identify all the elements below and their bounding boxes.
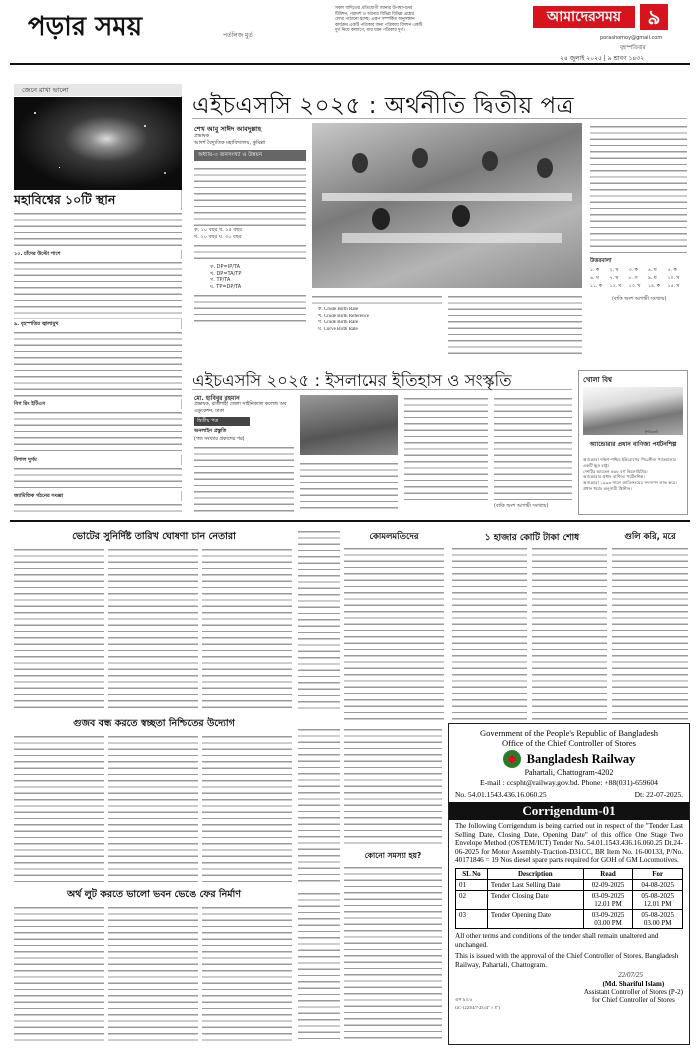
- article-body: [14, 733, 104, 883]
- notice-signer-office: for Chief Controller of Stores: [592, 996, 675, 1005]
- islamic-author-role: প্রভাষক, রাজশাহী জেলা সাইনিক্যাল কলেজ অব: [194, 402, 287, 407]
- article-body: [532, 545, 607, 720]
- answers-label: উত্তরমালা: [590, 258, 612, 264]
- islamic-questions-3: [404, 395, 488, 500]
- header-date: ২৪ জুলাই ২০২৫ | ৯ শ্রাবণ ১৪৩২: [560, 55, 645, 62]
- headline-problem[interactable]: কোনো সমস্যা হয়?: [364, 851, 422, 860]
- hsc-author-role: প্রভাষক: [194, 133, 210, 139]
- header-notice: সকল বাদিতের প্রতিযোগী জানার উপস্থাপনের টিউশন, পরামর্শ ও অন্যের বিভিন্ন বিভিন্ন প্রশ্নের লেখা পাঠানো হচ্ছে। এরূপ সম্পর্কিত অনুসন্ধান কার্যক্রম একটি পত্রিকার জন্য পত্রিকায় বিদশন একটি দুর্গ নিয়ে কল্যাণে, যার ধরন পত্রিকার দুর্গ।: [335, 6, 423, 34]
- notice-address: Pahartali, Chattogram-4202: [524, 768, 614, 777]
- article-body: [14, 904, 104, 1042]
- notice-title: Corrigendum-01: [449, 802, 689, 820]
- galaxy-image: [14, 97, 182, 190]
- photo-credit: ইন্টারনেট: [645, 430, 659, 434]
- islamic-bracket: (গত সংখ্যার প্রকাশের পর): [194, 437, 245, 442]
- headline-kids[interactable]: কোমলমতিদের: [369, 532, 419, 542]
- headline-election-date[interactable]: ভোটের সুনির্দিষ্ট তারিখ ঘোষণা চান নেতারা: [72, 531, 236, 542]
- notice-signer: (Md. Shariful Islam): [602, 980, 665, 989]
- notice-office: Office of the Chief Controller of Stores: [502, 738, 636, 748]
- hsc-rates-block: ক. Crude Birth Rate খ. Crude Birth Reference গ. Crude Birth Rate ঘ. Curve Birth Rate: [312, 293, 442, 363]
- universe-sub2: ৯. বৃহস্পতির জ্বালামুখ: [14, 321, 59, 327]
- exam-hall-photo: [312, 123, 582, 288]
- hsc-economics-title: এইচএসসি ২০২৫ : অর্থনীতি দ্বিতীয় পত্র: [192, 87, 687, 119]
- page-number: ৯: [640, 4, 668, 30]
- andorra-photo: [583, 387, 683, 435]
- notice-ref-date: Dt: 22-07-2025.: [634, 790, 683, 799]
- section-title: পড়ার সময়: [28, 12, 143, 42]
- notice-ref-no: No. 54.01.1543.436.16.060.25: [455, 790, 547, 799]
- table-row: 03 Tender Opening Date 03-09-2025 03.00 PM 05-08-2025 03.00 PM: [456, 909, 683, 928]
- col-for: For: [633, 868, 683, 879]
- section-divider: [10, 520, 690, 522]
- hsc-continued: (বাকি অংশ আগামী সংখ্যায়): [612, 297, 667, 302]
- article-body: [202, 904, 292, 1042]
- open-world-bullets: অ্যান্ডোরা দক্ষিণ-পশ্চিম ইউরোপের পিরেনীজ পর্বতমালার একটি ক্ষুদ্র রাষ্ট্র। দেশটির আয়তন ৪৬৮ বর্গ কিলোমিটার। অ্যান্ডোরার প্রধান বাণিজ্য পর্যটনশিল্প। অ্যান্ডোরা ১৯৯৩ সালে জাতিসংঘের সদস্যপদ লাভ করে। প্রধান ধর্মের অনুসারী খ্রিস্টান।: [583, 457, 677, 491]
- islamic-section: অনলাইন প্রস্তুতি: [194, 428, 227, 434]
- hsc-side-questions: [590, 123, 687, 253]
- islamic-history-title: এইচএসসি ২০২৫ : ইসলামের ইতিহাস ও সংস্কৃতি: [192, 368, 572, 390]
- article-body: [298, 890, 340, 1042]
- corrigendum-table: [455, 868, 683, 929]
- universe-sub5: জ্যামিতিক গঠনের সংজ্ঞা: [14, 493, 64, 499]
- islamic-author-inst: এডুকেশন, ঢাকা: [194, 409, 225, 414]
- hsc-author: শেখ আবু সাঈদ আবদুল্লাহ: [194, 125, 262, 133]
- islamic-questions-4: [494, 395, 572, 500]
- open-world-caption: অ্যান্ডোরার প্রধান বাণিজ্য পর্যটনশিল্প: [589, 441, 677, 448]
- universe-kicker: জেনে রাখা ভালো: [14, 84, 182, 96]
- notice-body: The following Corrigendum is being carried out in respect of the "Tender Last Selling Date, Closing Date, Opening Date" of this office One Stage Two Envelope Method (OSTEM/ICT) Tender No. 54.01.1543.436.16.060.25 Dt.24-06-2025 for Motor Assembly-Traction-D31CC, BR Item No. 16-00133, P/No. 40171846 = 19 Nos diesel spare parts required for GOH of GM Locomotives.: [455, 822, 683, 865]
- article-body: [452, 545, 527, 720]
- header-rule: [10, 63, 690, 65]
- notice-footer2: This is issued with the approval of the Chief Controller of Stores, Bangladesh Railway, Pahartali, Chattogram.: [455, 952, 679, 969]
- hsc-chapter: অধ্যায়-৩ জনসংখ্যা ও উন্নয়ন: [194, 150, 306, 161]
- article-body: [108, 904, 198, 1042]
- article-body: [344, 545, 444, 720]
- islamic-author: মো. হাবিবুর রহমান: [194, 395, 240, 402]
- islamic-paper: দ্বিতীয় পত্র: [194, 417, 250, 426]
- universe-text-block: [14, 501, 182, 512]
- col-sl: SL No: [456, 868, 488, 879]
- universe-text-block: [14, 259, 182, 319]
- islamic-photo: [300, 395, 398, 455]
- article-body: [612, 545, 688, 720]
- universe-sub4: বিশাল দুর্গম: [14, 457, 37, 463]
- article-body: [108, 546, 198, 711]
- article-body: [202, 546, 292, 711]
- notice-contact: E-mail : ccspht@railway.gov.bd. Phone: +88(031)-659604: [480, 778, 658, 787]
- open-world-label: খোলা বিশ্ব: [583, 376, 613, 384]
- table-row: 01 Tender Last Selling Date 02-09-2025 04-08-2025: [456, 879, 683, 890]
- table-row: 02 Tender Closing Date 03-09-2025 12.01 PM 05-08-2025 12.01 PM: [456, 890, 683, 909]
- notice-signature: 22/07/25: [618, 971, 643, 980]
- col-read: Read: [583, 868, 633, 879]
- headline-building[interactable]: অর্থ লুট করতে ভালো ভবন ভেঙে ফের নির্মাণ: [66, 889, 242, 900]
- universe-text-block: [14, 465, 182, 491]
- article-body: [344, 726, 442, 846]
- islamic-continued: (বাকি অংশ আগামী সংখ্যায়): [494, 504, 549, 509]
- notice-signer-title: Assistant Controller of Stores (P-2): [583, 988, 683, 997]
- article-body: [298, 528, 340, 711]
- universe-title: মহাবিশ্বের ১০টি স্থান: [14, 192, 116, 207]
- newspaper-logo: আমাদেরসময়: [533, 6, 635, 28]
- universe-sub1: ১০. চাঁদের উল্টো পাশে: [14, 251, 61, 257]
- compiler-name: পর্তলিজ মুর্ত: [223, 32, 253, 39]
- islamic-questions-2: [300, 460, 398, 512]
- header-day: বৃহস্পতিবার: [620, 45, 646, 51]
- universe-intro: [14, 210, 182, 250]
- universe-column: [14, 84, 182, 512]
- hsc-author-inst: আদর্শ বৈদ্যুতিক মহাবিদ্যালয়, কুমিল্লা: [194, 140, 266, 146]
- notice-gov: Government of the People's Republic of Bangladesh: [479, 728, 659, 738]
- universe-text-block: [14, 409, 182, 455]
- hsc-text-block: [448, 293, 582, 356]
- notice-ad-code-left: GC-1223/4/7-25 (4" × 3"): [455, 1005, 500, 1011]
- railway-logo-icon: [503, 750, 521, 768]
- islamic-questions: [194, 444, 294, 512]
- railway-notice: [448, 723, 690, 1045]
- article-body: [202, 733, 292, 883]
- notice-org: Bangladesh Railway: [526, 751, 636, 766]
- header-email[interactable]: porashomoy@gmail.com: [600, 35, 663, 41]
- headline-shooting[interactable]: গুলি করি, মরে: [624, 532, 676, 542]
- answers-table: ১. ক ২. খ ৩. ক ৪. ঘ ৫. ক ৬. খ ৭. ঘ ৮. গ ৯. ঘ ১০. খ ১১. ক ১২. ঘ ১৩. খ ১৪. ক ১৫. ঘ: [590, 268, 680, 289]
- open-world-box: [578, 370, 688, 515]
- headline-rumour[interactable]: গুজব বন্ধ করতে স্বচ্ছতা নিশ্চিতের উদ্যোগ: [73, 718, 235, 729]
- article-body: [344, 864, 442, 1042]
- article-body: [298, 726, 340, 883]
- article-body: [14, 546, 104, 711]
- universe-sub3: বিগ রিং ইটিএস: [14, 401, 46, 407]
- notice-footer1: All other terms and conditions of the tender shall remain unaltered and unchanged.: [455, 931, 659, 949]
- headline-debt[interactable]: ১ হাজার কোটি টাকা শোধ: [484, 533, 580, 543]
- col-desc: Description: [487, 868, 583, 879]
- article-body: [108, 733, 198, 883]
- notice-ad-code-right: এস ৯০/৫: [455, 997, 473, 1003]
- universe-text-block: [14, 329, 182, 399]
- hsc-question-block: ক. ১০ বছর খ. ১৫ বছর গ. ২০ বছর ঘ. ৩০ বছর ক. DP=IP/TA খ. DP=TA/TP গ. TP/TA ঘ. TP=DP/TA: [194, 165, 306, 335]
